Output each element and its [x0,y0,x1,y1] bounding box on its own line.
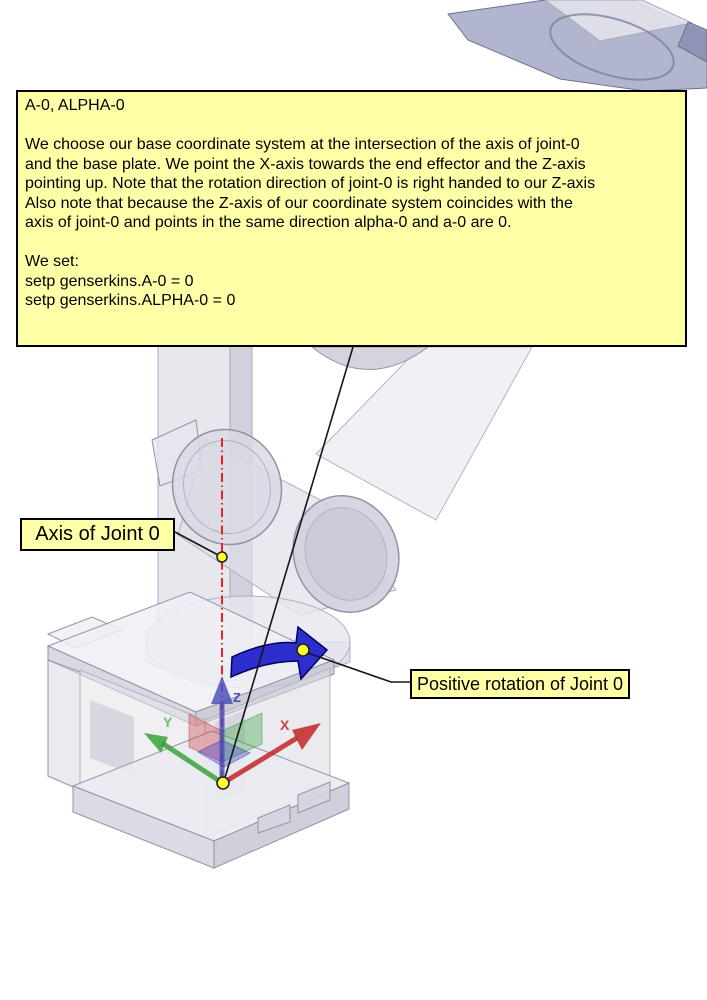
origin-marker [217,777,229,789]
blank-line [25,233,681,253]
info-line: pointing up. Note that the rotation direction of joint-0 is right handed to our Z-axis [25,175,596,192]
rotation-point-marker [297,644,309,656]
info-line: Also note that because the Z-axis of our coordinate system coincides with the [25,194,573,212]
info-set-intro: We set: [25,253,79,270]
blank-line [25,116,681,136]
info-box-title: A-0, ALPHA-0 [25,97,125,114]
info-set-command: setp genserkins.ALPHA-0 = 0 [25,292,236,309]
positive-rotation-callout-text: Positive rotation of Joint 0 [416,673,624,694]
y-axis-label: Y [163,714,173,730]
info-box [16,90,687,347]
x-axis-label: X [280,717,290,733]
axis-of-joint-callout-text: Axis of Joint 0 [35,523,160,545]
axis-of-joint-callout [20,518,175,551]
info-set-command: setp genserkins.A-0 = 0 [25,272,194,290]
positive-rotation-callout [410,669,630,699]
axis-point-marker [217,552,227,562]
z-axis-label: Z [233,690,241,705]
info-line: We choose our base coordinate system at the intersection of the axis of joint-0 [25,136,580,153]
info-line: axis of joint-0 and points in the same direction alpha-0 and a-0 are 0. [25,214,512,231]
info-line: and the base plate. We point the X-axis towards the end effector and the Z-axis [25,155,586,173]
robot-forearm [448,0,707,92]
